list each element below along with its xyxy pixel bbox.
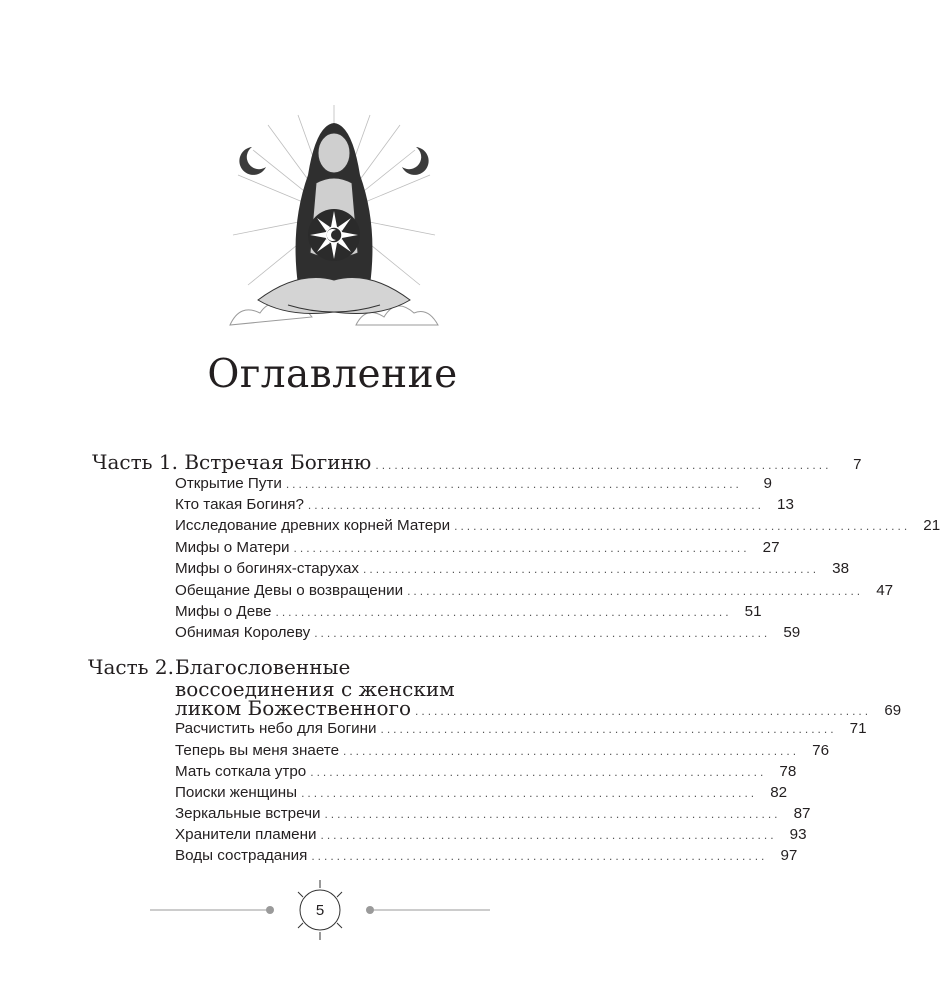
- toc-entry-label: Обещание Девы о возвращении: [175, 582, 404, 599]
- dot-leader: ........................................................................: [314, 626, 771, 640]
- dot-leader: ........................................................................: [415, 704, 872, 718]
- dot-leader: ........................................................................: [343, 744, 800, 758]
- page-title: Оглавление: [207, 352, 458, 397]
- toc-part-2-last-line[interactable]: [175, 696, 902, 720]
- sun-emblem-icon: [308, 209, 360, 261]
- toc-entry[interactable]: [175, 539, 780, 556]
- toc-entry-label: Воды сострадания: [175, 847, 308, 864]
- dot-leader: ........................................................................: [407, 584, 864, 598]
- dot-leader: ........................................................................: [380, 722, 837, 736]
- toc-part-1[interactable]: [92, 450, 862, 474]
- toc-entry[interactable]: [175, 517, 940, 534]
- toc-part-title-line: воссоединения с женским: [175, 677, 455, 701]
- toc-part-label: Часть 1. Встречая Богиню: [92, 450, 372, 474]
- toc-entry-label: Хранители пламени: [175, 826, 317, 843]
- dot-leader: ........................................................................: [311, 849, 768, 863]
- dot-leader: ........................................................................: [293, 541, 750, 555]
- ornament-dot-right: [366, 906, 374, 914]
- toc-page-number: 82: [770, 784, 788, 801]
- page-number: 5: [315, 902, 325, 919]
- toc-entry-label: Расчистить небо для Богини: [175, 720, 377, 737]
- toc-entry[interactable]: [175, 603, 762, 620]
- toc-page-number: 21: [923, 517, 940, 534]
- toc-entry[interactable]: [175, 560, 850, 577]
- dot-leader: ........................................................................: [454, 519, 911, 533]
- toc-page-number: 13: [777, 496, 794, 513]
- toc-page-number: 87: [793, 805, 811, 822]
- toc-entry-label: Мать соткала утро: [175, 763, 307, 780]
- toc-page-number: 38: [832, 560, 850, 577]
- dot-leader: ........................................................................: [285, 477, 742, 491]
- toc-page-number: 69: [884, 702, 902, 719]
- right-moon-icon: [402, 147, 429, 175]
- toc-part-prefix: Часть 2.: [88, 655, 174, 679]
- toc-page-number: 76: [812, 742, 830, 759]
- toc-entry-label: Теперь вы меня знаете: [175, 742, 340, 759]
- dot-leader: ........................................................................: [320, 828, 777, 842]
- toc-entry[interactable]: [175, 624, 801, 641]
- toc-page-number: 9: [763, 475, 772, 492]
- dot-leader: ........................................................................: [275, 605, 732, 619]
- dot-leader: ........................................................................: [324, 807, 781, 821]
- toc-entry[interactable]: [175, 847, 798, 864]
- dot-leader: ........................................................................: [310, 765, 767, 779]
- toc-entry-label: Открытие Пути: [175, 475, 282, 492]
- toc-entry-label: Кто такая Богиня?: [175, 496, 304, 513]
- toc-page-number: 51: [744, 603, 762, 620]
- goddess-illustration: [228, 95, 440, 350]
- toc-entry[interactable]: [175, 742, 830, 759]
- dot-leader: ........................................................................: [363, 562, 820, 576]
- toc-page-number: 71: [849, 720, 867, 737]
- toc-entry-label: Зеркальные встречи: [175, 805, 321, 822]
- toc-entry[interactable]: [175, 496, 794, 513]
- toc-entry-label: Исследование древних корней Матери: [175, 517, 451, 534]
- left-moon-icon: [239, 147, 266, 175]
- toc-part-title-line: Благословенные: [175, 655, 351, 679]
- toc-entry-label: Мифы о Матери: [175, 539, 290, 556]
- toc-entry[interactable]: [175, 826, 807, 843]
- toc-page-number: 78: [779, 763, 797, 780]
- dot-leader: ........................................................................: [375, 458, 832, 472]
- toc-page-number: 93: [789, 826, 807, 843]
- toc-page-number: 59: [783, 624, 801, 641]
- toc-entry-label: Поиски женщины: [175, 784, 298, 801]
- toc-page-number: 47: [876, 582, 894, 599]
- toc-part-title-line: ликом Божественного: [175, 696, 412, 720]
- toc-entry[interactable]: [175, 720, 867, 737]
- toc-entry[interactable]: [175, 805, 811, 822]
- toc-entry[interactable]: [175, 582, 894, 599]
- toc-entry[interactable]: [175, 475, 772, 492]
- ornament-dot-left: [266, 906, 274, 914]
- dot-leader: ........................................................................: [307, 498, 764, 512]
- toc-entry-label: Обнимая Королеву: [175, 624, 311, 641]
- toc-page-number: 27: [762, 539, 780, 556]
- toc-page-number: 97: [780, 847, 798, 864]
- dot-leader: ........................................................................: [301, 786, 758, 800]
- toc-entry-label: Мифы о Деве: [175, 603, 272, 620]
- toc-entry-label: Мифы о богинях-старухах: [175, 560, 360, 577]
- toc-entry[interactable]: [175, 763, 797, 780]
- toc-entry[interactable]: [175, 784, 788, 801]
- toc-page-number: 7: [853, 456, 862, 473]
